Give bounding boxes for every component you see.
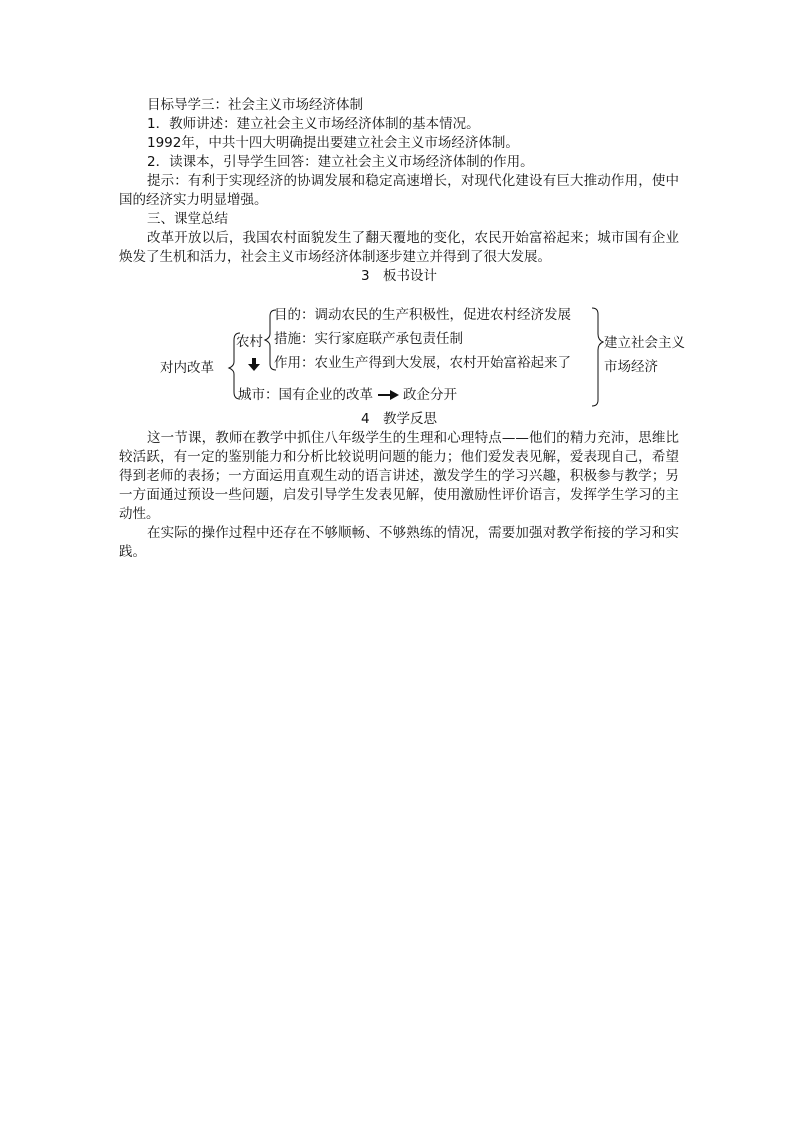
paragraph-read-textbook: 2．读课本，引导学生回答：建立社会主义市场经济体制的作用。 xyxy=(147,154,534,170)
paragraph-teacher-lecture: 1．教师讲述：建立社会主义市场经济体制的基本情况。 xyxy=(147,116,480,132)
diagram-conclusion-line1: 建立社会主义 xyxy=(604,335,685,351)
paragraph-objective-three: 目标导学三：社会主义市场经济体制 xyxy=(147,97,363,113)
board-design-diagram xyxy=(160,304,700,410)
diagram-city-prefix: 城市：国有企业的改革 xyxy=(238,387,373,403)
section-title-board-design: 3 板书设计 xyxy=(360,268,438,284)
section-title-reflection: 4 教学反思 xyxy=(360,411,438,427)
down-arrow-icon xyxy=(248,358,260,371)
lesson-text-bottom xyxy=(119,410,679,562)
diagram-rural-goal: 目的：调动农民的生产积极性，促进农村经济发展 xyxy=(274,307,571,323)
paragraph-reflection-1: 这一节课，教师在教学中抓住八年级学生的生理和心理特点——他们的精力充沛，思维比较活跃，有一定的鉴别能力和分析比较说明问题的能力；他们爱发表见解，爱表现自己，希望得到老师的表扬；一方面运用直观生动的语言讲述，激发学生的学习兴趣，积极参与教学；另一方面通过预设一些问题，启发引导学生发表见解，使用激励性评价语言，发挥学生学习的主动性。 xyxy=(119,430,679,522)
diagram-root-label: 对内改革 xyxy=(160,360,214,376)
right-arrow-icon xyxy=(378,390,399,400)
diagram-rural-measure: 措施：实行家庭联产承包责任制 xyxy=(274,331,463,347)
conclusion-brace xyxy=(592,308,603,406)
lesson-text-top xyxy=(119,96,679,286)
paragraph-summary-heading: 三、课堂总结 xyxy=(147,211,228,227)
paragraph-summary: 改革开放以后，我国农村面貌发生了翻天覆地的变化，农民开始富裕起来；城市国有企业焕发了生机和活力，社会主义市场经济体制逐步建立并得到了很大发展。 xyxy=(119,230,679,265)
diagram-rural-effect: 作用：农业生产得到大发展，农村开始富裕起来了 xyxy=(274,355,571,371)
paragraph-1992: 1992年，中共十四大明确提出要建立社会主义市场经济体制。 xyxy=(147,135,519,151)
paragraph-reflection-2: 在实际的操作过程中还存在不够顺畅、不够熟练的情况，需要加强对教学衔接的学习和实践。 xyxy=(119,525,679,560)
diagram-city-result: 政企分开 xyxy=(403,387,457,403)
diagram-conclusion-line2: 市场经济 xyxy=(604,359,658,375)
diagram-rural-label: 农村 xyxy=(236,334,263,350)
paragraph-hint: 提示：有利于实现经济的协调发展和稳定高速增长，对现代化建设有巨大推动作用，使中国的经济实力明显增强。 xyxy=(119,173,679,208)
